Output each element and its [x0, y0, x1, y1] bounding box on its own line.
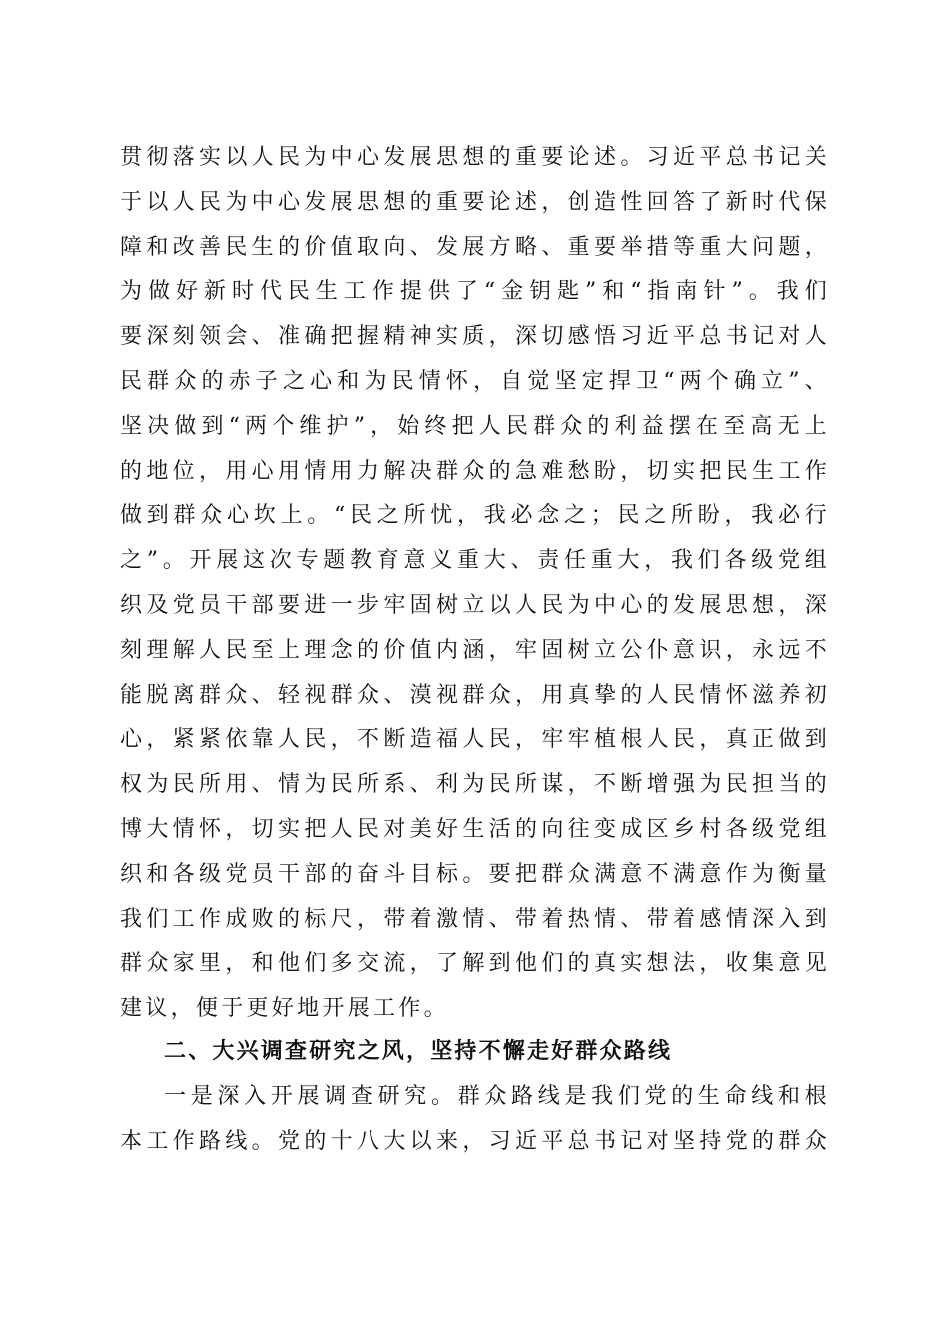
section-heading: 二、大兴调查研究之风，坚持不懈走好群众路线 [164, 1039, 673, 1064]
paragraph-line: 于以人民为中心发展思想的重要论述，创造性回答了新时代保 [120, 189, 830, 215]
paragraph-line: 建议，便于更好地开展工作。 [120, 996, 449, 1022]
paragraph-line: 织及党员干部要进一步牢固树立以人民为中心的发展思想，深 [120, 592, 830, 618]
paragraph-body [120, 136, 830, 1032]
paragraph-line: 我们工作成败的标尺，带着激情、带着热情、带着感情深入到 [120, 906, 830, 932]
paragraph-line: 能脱离群众、轻视群众、漠视群众，用真挚的人民情怀滋养初 [120, 682, 830, 708]
paragraph-line: 的地位，用心用情用力解决群众的急难愁盼，切实把民生工作 [120, 458, 830, 484]
paragraph-line: 刻理解人民至上理念的价值内涵，牢固树立公仆意识，永远不 [120, 637, 830, 663]
paragraph-line: 博大情怀，切实把人民对美好生活的向往变成区乡村各级党组 [120, 816, 830, 842]
paragraph-line: 群众家里，和他们多交流，了解到他们的真实想法，收集意见 [120, 951, 830, 977]
paragraph-line: 民群众的赤子之心和为民情怀，自觉坚定捍卫“两个确立”、 [120, 368, 830, 394]
paragraph-line: 一是深入开展调查研究。群众路线是我们党的生命线和根 [164, 1084, 830, 1109]
paragraph-line: 贯彻落实以人民为中心发展思想的重要论述。习近平总书记关 [120, 145, 830, 170]
paragraph-line: 做到群众心坎上。“民之所忧，我必念之；民之所盼，我必行 [120, 503, 830, 529]
paragraph-line: 本工作路线。党的十八大以来，习近平总书记对坚持党的群众 [120, 1128, 830, 1154]
paragraph-line: 权为民所用、情为民所系、利为民所谋，不断增强为民担当的 [120, 772, 830, 798]
paragraph-line: 为做好新时代民生工作提供了“金钥匙”和“指南针”。我们 [120, 279, 830, 305]
paragraph-line: 坚决做到“两个维护”，始终把人民群众的利益摆在至高无上 [120, 413, 830, 439]
paragraph-body-2 [120, 1075, 830, 1165]
paragraph-line: 障和改善民生的价值取向、发展方略、重要举措等重大问题， [120, 234, 830, 260]
paragraph-line: 心，紧紧依靠人民，不断造福人民，牢牢植根人民，真正做到 [120, 727, 830, 753]
paragraph-line: 织和各级党员干部的奋斗目标。要把群众满意不满意作为衡量 [120, 861, 830, 887]
paragraph-line: 要深刻领会、准确把握精神实质，深切感悟习近平总书记对人 [120, 324, 830, 350]
paragraph-line: 之”。开展这次专题教育意义重大、责任重大，我们各级党组 [120, 548, 830, 574]
